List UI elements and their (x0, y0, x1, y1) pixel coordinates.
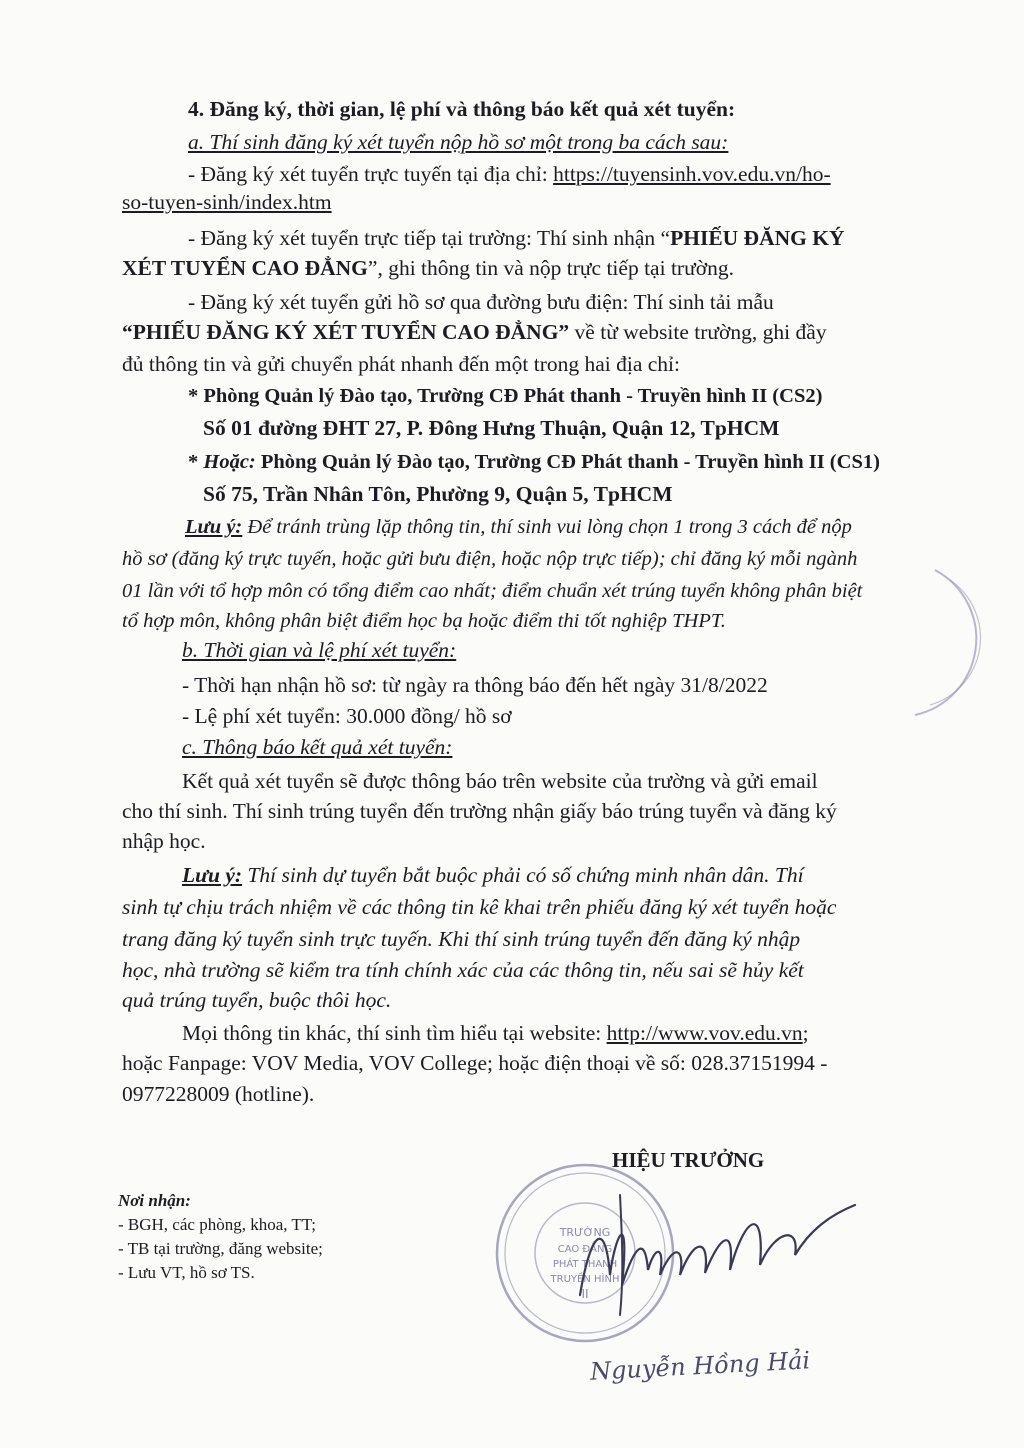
note-1-line-3: 01 lần với tổ hợp môn có tổng điểm cao nhất; điểm chuẩn xét trúng tuyển không phân biệt (122, 580, 863, 602)
subsection-b-title: b. Thời gian và lệ phí xét tuyển: (182, 638, 457, 662)
svg-text:TRƯỜNG: TRƯỜNG (559, 1226, 611, 1239)
contact-prefix: Mọi thông tin khác, thí sinh tìm hiểu tại website: (182, 1021, 607, 1045)
online-prefix: - Đăng ký xét tuyển trực tuyến tại địa chỉ: (188, 162, 554, 186)
subsection-c-title: c. Thông báo kết quả xét tuyển: (182, 735, 453, 759)
post-registration-line-3: đủ thông tin và gửi chuyển phát nhanh đến một trong hai địa chỉ: (122, 352, 681, 376)
svg-text:II: II (581, 1287, 589, 1301)
address-2-line-2: Số 75, Trần Nhân Tôn, Phường 9, Quận 5, TpHCM (203, 482, 673, 506)
registration-link-continued[interactable]: so-tuyen-sinh/index.htm (122, 190, 332, 214)
note-2-line-1 (182, 861, 804, 889)
result-line-1: Kết quả xét tuyển sẽ được thông báo trên website của trường và gửi email (182, 769, 818, 793)
signer-title: HIỆU TRƯỞNG (612, 1148, 765, 1172)
note-1-line-2: hồ sơ (đăng ký trực tuyến, hoặc gửi bưu điện, hoặc nộp trực tiếp); chỉ đăng ký mỗi ngành (122, 548, 858, 570)
form-name-part2: XÉT TUYỂN CAO ĐẲNG (122, 256, 368, 280)
post-registration-line-2 (122, 318, 827, 346)
deadline-line: - Thời hạn nhận hồ sơ: từ ngày ra thông báo đến hết ngày 31/8/2022 (182, 673, 768, 697)
direct-rest: ”, ghi thông tin và nộp trực tiếp tại trường. (367, 256, 734, 280)
subsection-a-title: a. Thí sinh đăng ký xét tuyển nộp hồ sơ một trong ba cách sau: (188, 130, 729, 154)
note-2-line-5: quả trúng tuyển, buộc thôi học. (122, 988, 392, 1012)
svg-text:CAO ĐẲNG: CAO ĐẲNG (557, 1244, 613, 1255)
note-1-text: Để tránh trùng lặp thông tin, thí sinh vui lòng chọn 1 trong 3 cách để nộp (242, 516, 852, 538)
contact-line-1 (182, 1019, 809, 1047)
contact-line-3: 0977228009 (hotline). (122, 1082, 315, 1106)
direct-prefix: - Đăng ký xét tuyển trực tiếp tại trường: Thí sinh nhận “ (188, 226, 671, 250)
direct-registration-line (188, 224, 845, 252)
note-1-label: Lưu ý: (185, 516, 243, 538)
website-link[interactable]: http://www.vov.edu.vn (606, 1021, 803, 1045)
registration-link[interactable]: https://tuyensinh.vov.edu.vn/ho- (553, 162, 831, 186)
post-registration-line-1: - Đăng ký xét tuyển gửi hồ sơ qua đường bưu điện: Thí sinh tải mẫu (188, 290, 774, 314)
recipients-label: Nơi nhận: (118, 1191, 191, 1210)
note-2-line-4: học, nhà trường sẽ kiểm tra tính chính xác của các thông tin, nếu sai sẽ hủy kết (122, 958, 804, 982)
online-registration-line (188, 160, 831, 188)
svg-text:TRUYỀN HÌNH: TRUYỀN HÌNH (550, 1274, 620, 1285)
result-line-2: cho thí sinh. Thí sinh trúng tuyển đến trường nhận giấy báo trúng tuyển và đăng ký (122, 799, 837, 823)
fee-line: - Lệ phí xét tuyển: 30.000 đồng/ hồ sơ (182, 704, 512, 728)
address-1-line-2: Số 01 đường ĐHT 27, P. Đông Hưng Thuận, Quận 12, TpHCM (203, 416, 780, 440)
note-1-line-1 (185, 513, 852, 541)
note-2-text: Thí sinh dự tuyển bắt buộc phải có số chứng minh nhân dân. Thí (242, 863, 804, 887)
recipient-item: - TB tại trường, đăng website; (118, 1239, 323, 1258)
note-2-label: Lưu ý: (182, 863, 243, 887)
recipient-item: - Lưu VT, hồ sơ TS. (118, 1263, 255, 1282)
contact-suffix: ; (802, 1021, 809, 1045)
note-1-line-4: tổ hợp môn, không phân biệt điểm học bạ hoặc điểm thi tốt nghiệp THPT. (122, 610, 726, 632)
section-heading: 4. Đăng ký, thời gian, lệ phí và thông báo kết quả xét tuyển: (188, 97, 736, 121)
address-2-or: Hoặc: (203, 451, 256, 473)
recipient-item: - BGH, các phòng, khoa, TT; (118, 1215, 316, 1234)
address-2-rest: Phòng Quản lý Đào tạo, Trường CĐ Phát thanh - Truyền hình II (CS1) (255, 451, 880, 473)
address-2-star: * (188, 451, 204, 473)
svg-text:PHÁT THANH: PHÁT THANH (552, 1259, 618, 1270)
address-1-line-1: * Phòng Quản lý Đào tạo, Trường CĐ Phát thanh - Truyền hình II (CS2) (188, 385, 823, 407)
form-name-part1: PHIẾU ĐĂNG KÝ (670, 226, 845, 250)
form-name-quoted: “PHIẾU ĐĂNG KÝ XÉT TUYỂN CAO ĐẲNG” (122, 320, 570, 344)
result-line-3: nhập học. (122, 829, 206, 853)
signer-name: Nguyễn Hồng Hải (589, 1346, 811, 1386)
address-2-line-1 (188, 448, 880, 476)
handwritten-signature (557, 1175, 860, 1325)
direct-registration-line-2 (122, 254, 734, 282)
note-2-line-2: sinh tự chịu trách nhiệm về các thông tin kê khai trên phiếu đăng ký xét tuyển hoặc (122, 895, 837, 919)
note-2-line-3: trang đăng ký tuyển sinh trực tuyến. Khi thí sinh trúng tuyển đến đăng ký nhập (122, 927, 801, 951)
contact-line-2: hoặc Fanpage: VOV Media, VOV College; hoặc điện thoại về số: 028.37151994 - (122, 1051, 828, 1075)
post-line2-rest: về từ website trường, ghi đầy (569, 320, 827, 344)
side-stamp-fragment (905, 565, 995, 725)
